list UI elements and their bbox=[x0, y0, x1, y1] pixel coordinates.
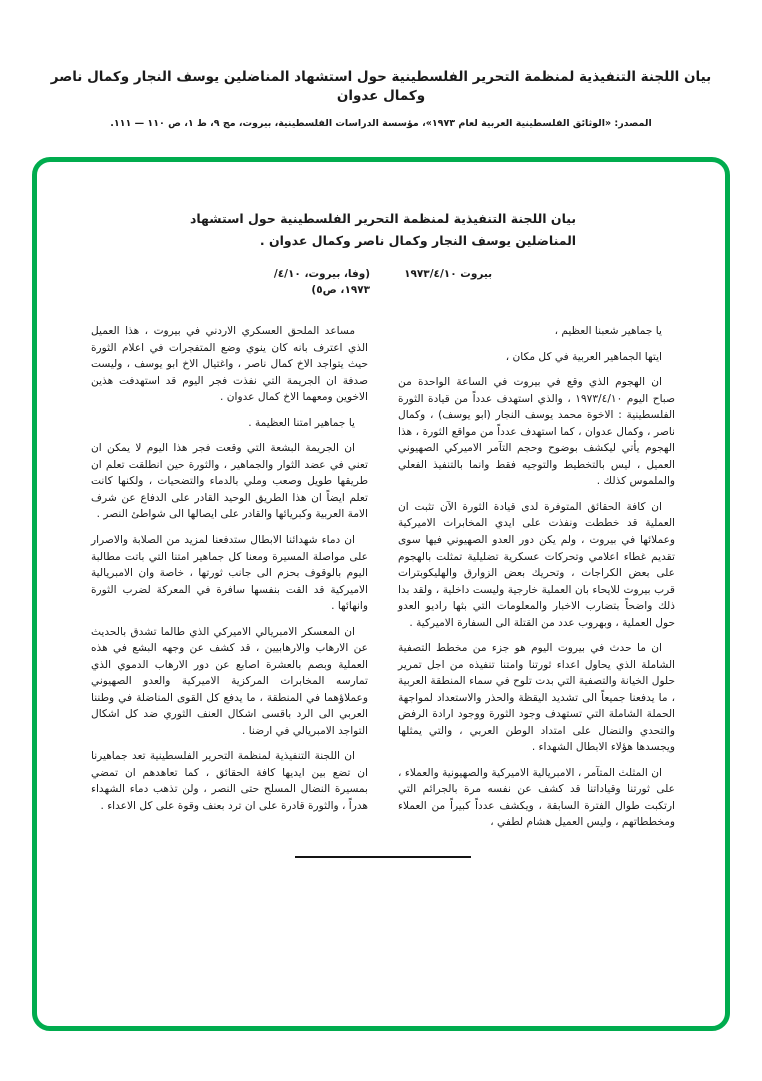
paragraph: مساعد الملحق العسكري الاردني في بيروت ، هذا العميل الذي اعترف بانه كان ينوي وضع المتفجرات في اعلام الثورة حيث يتواجد الاخ كمال ناصر ، واغتيال الاخ ابو يوسف ، وليست صدفة ان الجريمة التي نفذت فجر اليوم قد استهدفت هذين الاخوين ومعهما الاخ كمال عدوان . bbox=[91, 325, 368, 404]
wafa-citation-line2: ١٩٧٣، ص٥) bbox=[311, 283, 371, 296]
document-columns bbox=[91, 323, 675, 839]
paragraph: ان كافة الحقائق المتوفرة لدى قيادة الثورة الآن تثبت ان العملية قد خططت ونفذت على ايدي المخابرات الاميركية وعملائها في بيروت ، ولم يكن دور العدو الصهيوني فيها سوى تقديم غطاء اعلامي وتحركات عسكرية تضليلية تمثلت بالهجوم على بعض الكراجات ، وتحريك بعض الزوارق والهليكوبترات قرب بيروت للايحاء بان العملية خارجية وليست داخلية ، ولقد بدا ذلك واضحاً بتضارب الاخبار والمعلومات التي بثها راديو العدو حول العملية ، وبهروب عدد من القتلة الى السفارة الاميركية . bbox=[398, 500, 675, 629]
paragraph: ان المعسكر الامبريالي الاميركي الذي طالما تشدق بالحديث عن الارهاب والارهابيين ، قد كشف عن وجهه البشع في هذه العملية وبصم بالعشرة اصابع عن دور الارهاب الدموي الذي تمارسه المخابرات المركزية الاميركية والعدو الصهيوني وعملاؤهما في المنطقة ، ما يدفع كل القوى المناضلة في وطننا العربي الى الرد باقسى اشكال العنف الثوري ضد كل اشكال التواجد الامبريالي في ارضنا . bbox=[91, 625, 368, 737]
column-right bbox=[398, 323, 675, 839]
source-citation: المصدر: «الوثائق الفلسطينية العربية لعام ١٩٧٣»، مؤسسة الدراسات الفلسطينية، بيروت، مج ٩، ط ١، ص ١١٠ — ١١١. bbox=[110, 117, 652, 129]
wafa-citation bbox=[274, 267, 370, 299]
document-heading bbox=[190, 208, 576, 252]
paragraph: ان الهجوم الذي وقع في بيروت في الساعة الواحدة من صباح اليوم ١٩٧٣/٤/١٠ ، والذي استهدف عدداً من قيادة الثورة الفلسطينية : الاخوة محمد يوسف النجار (ابو يوسف) ، وكمال ناصر ، وكمال عدوان ، كما استهدف عدداً من مواقع الثورة ، هذا الهجوم يأتي ليكشف بوضوح وحجم التآمر الاميركي الصهيوني العميل ، ليس بالتخطيط والتوجيه فقط وانما بالتنفيذ الفعلي والملموس كذلك . bbox=[398, 376, 675, 488]
page-title: بيان اللجنة التنفيذية لمنظمة التحرير الفلسطينية حول استشهاد المناضلين يوسف النجار وكمال ناصر وكمال عدوان bbox=[50, 69, 712, 104]
page-header bbox=[0, 0, 762, 130]
paragraph: ان دماء شهدائنا الابطال ستدفعنا لمزيد من الصلابة والاصرار على مواصلة المسيرة ومعنا كل جماهير امتنا التي باتت مطالبة اليوم بالوقوف بحزم الى جانب ثورتها ، خاصة وان الامبريالية الاميركية قد القت بنفسها سافرة في المعركة لضرب الثورة وانهائها . bbox=[91, 534, 368, 613]
bottom-rule bbox=[295, 856, 471, 858]
paragraph: يا جماهير شعبنا العظيم ، bbox=[554, 325, 662, 338]
paragraph: ان ما حدث في بيروت اليوم هو جزء من مخطط التصفية الشاملة الذي يحاول اعداء ثورتنا وامتنا تنفيذه من اجل تمرير حلول الخيانة والتصفية التي بدت تلوح في سماء المنطقة العربية ، ما يدفعنا جميعاً الى تشديد اليقظة والحذر والاستعداد لمواجهة الحملة الشاملة التي تستهدف وجود الثورة ووجود ارادة الرفض والتحدي والنضال على امتداد الوطن العربي ، والتي يمثلها ويجسدها هؤلاء الابطال الشهداء . bbox=[398, 642, 675, 754]
document-heading-line1: بيان اللجنة التنفيذية لمنظمة التحرير الفلسطينية حول استشهاد bbox=[189, 211, 577, 227]
dateline: بيروت ١٩٧٣/٤/١٠ bbox=[404, 267, 493, 280]
scanned-document bbox=[37, 162, 725, 858]
paragraph: يا جماهير امتنا العظيمة . bbox=[248, 416, 355, 429]
document-frame bbox=[32, 157, 730, 1031]
paragraph: ايتها الجماهير العربية في كل مكان ، bbox=[505, 350, 662, 363]
wafa-citation-line1: (وفا، بيروت، ٤/١٠/ bbox=[273, 267, 371, 280]
document-heading-line2: المناضلين يوسف النجار وكمال ناصر وكمال عدوان . bbox=[259, 232, 577, 248]
column-left bbox=[91, 323, 368, 839]
paragraph: ان المثلث المتآمر ، الامبريالية الاميركية والصهيونية والعملاء ، على ثورتنا وقياداتنا قد كشف عن نفسه مرة بالجرائم التي ارتكبت طوال الفترة السابقة ، ويكشف عدداً كبيراً من العملاء ومخططاتهم ، وليس العميل هشام لطفي ، bbox=[398, 766, 675, 829]
paragraph: ان الجريمة البشعة التي وقعت فجر هذا اليوم لا يمكن ان تعني في عضد الثوار والجماهير ، والثورة حين انطلقت تعلم ان طريقها طويل وصعب وملي بالدماء والتضحيات ، ولكنها كانت تعلم ايضاً ان هذا الطريق الوحيد القادر على الدفاع عن شرف الامة العربية وكبريائها والقادر على ايصالها الى شواطئ النصر . bbox=[91, 442, 368, 521]
dateline-row bbox=[91, 267, 675, 299]
paragraph: ان اللجنة التنفيذية لمنظمة التحرير الفلسطينية تعد جماهيرنا ان تضع بين ايديها كافة الحقائق ، كما تعاهدهم ان تمضي بمسيرة النضال المسلح حتى النصر ، ولن تذهب دماء الشهداء هدراً ، والثورة قادرة على ان ترد بعنف وقوة على كل الاعداء . bbox=[91, 750, 368, 812]
